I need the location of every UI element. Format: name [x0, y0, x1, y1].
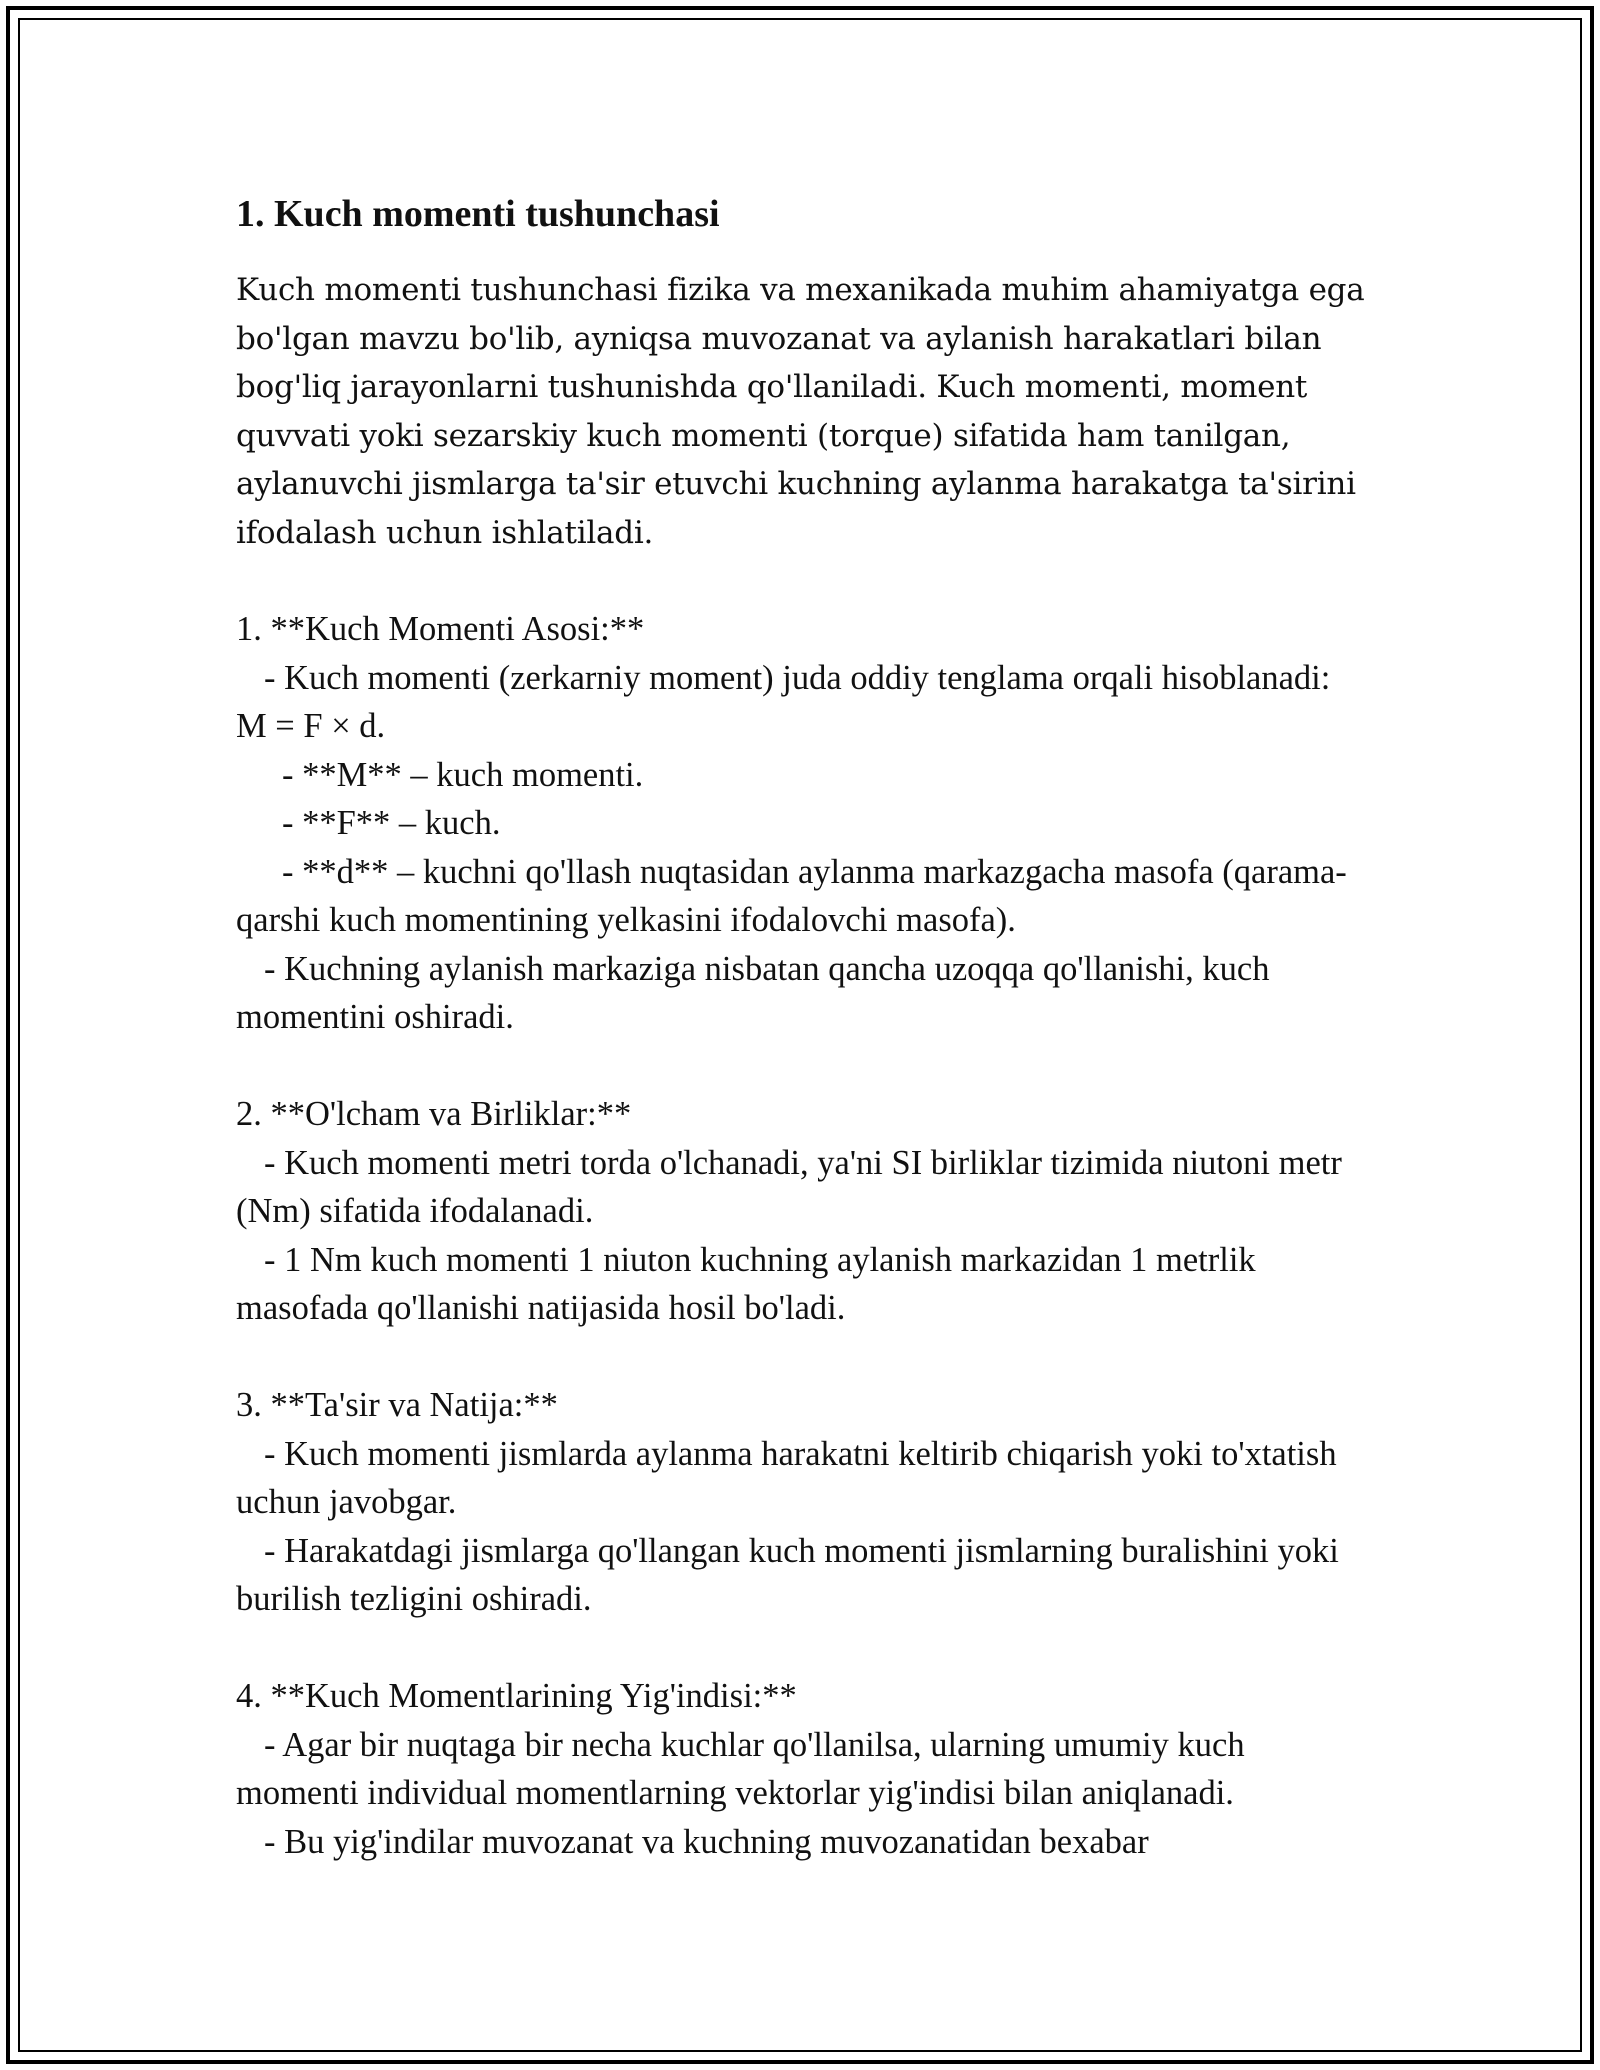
list-item: - **d** – kuchni qo'llash nuqtasidan aylanma markazgacha masofa (qarama-qarshi kuch momentining yelkasini ifodalovchi masofa).: [236, 852, 1347, 939]
section-kuch-momenti-asosi: [236, 605, 1366, 1042]
section-heading: 1. **Kuch Momenti Asosi:**: [236, 610, 645, 648]
list-item: - Harakatdagi jismlarga qo'llangan kuch momenti jismlarning buralishini yoki burilish tezligini oshiradi.: [236, 1531, 1348, 1618]
section-heading: 4. **Kuch Momentlarining Yig'indisi:**: [236, 1677, 797, 1715]
list-item: - Kuchning aylanish markaziga nisbatan qancha uzoqqa qo'llanishi, kuch momentini oshiradi.: [236, 949, 1279, 1036]
section-heading: 3. **Ta'sir va Natija:**: [236, 1386, 558, 1424]
section-heading: 2. **O'lcham va Birliklar:**: [236, 1095, 632, 1133]
list-item: - Kuch momenti (zerkarniy moment) juda oddiy tenglama orqali hisoblanadi: M = F × d.: [236, 658, 1339, 745]
section-tasir-va-natija: [236, 1381, 1366, 1624]
section-kuch-momentlarining-yigindisi: [236, 1672, 1366, 1866]
list-item: - 1 Nm kuch momenti 1 niuton kuchning aylanish markazidan 1 metrlik masofada qo'llanishi natijasida hosil bo'ladi.: [236, 1240, 1265, 1327]
list-item: - **M** – kuch momenti.: [282, 755, 644, 794]
list-item: - Bu yig'indilar muvozanat va kuchning muvozanatidan bexabar: [264, 1822, 1149, 1861]
list-item: - Agar bir nuqtaga bir necha kuchlar qo'llanilsa, ularning umumiy kuch momenti individual momentlarning vektorlar yig'indisi bilan aniqlanadi.: [236, 1725, 1254, 1812]
intro-paragraph: Kuch momenti tushunchasi fizika va mexanikada muhim ahamiyatga ega bo'lgan mavzu bo'lib, ayniqsa muvozanat va aylanish harakatlari bilan bog'liq jarayonlarni tushunishda qo'llaniladi. Kuch momenti, moment quvvati yoki sezarskiy kuch momenti (torque) sifatida ham tanilgan, aylanuvchi jismlarga ta'sir etuvchi kuchning aylanma harakatga ta'sirini ifodalash uchun ishlatiladi.: [236, 272, 1365, 551]
list-item: - Kuch momenti metri torda o'lchanadi, ya'ni SI birliklar tizimida niutoni metr (Nm) sifatida ifodalanadi.: [236, 1143, 1351, 1230]
document-page: [236, 190, 1366, 1915]
list-item: - **F** – kuch.: [282, 804, 501, 842]
document-title: 1. Kuch momenti tushunchasi: [236, 193, 720, 235]
section-olcham-va-birliklar: [236, 1090, 1366, 1333]
list-item: - Kuch momenti jismlarda aylanma harakatni keltirib chiqarish yoki to'xtatish uchun javobgar.: [236, 1434, 1346, 1521]
